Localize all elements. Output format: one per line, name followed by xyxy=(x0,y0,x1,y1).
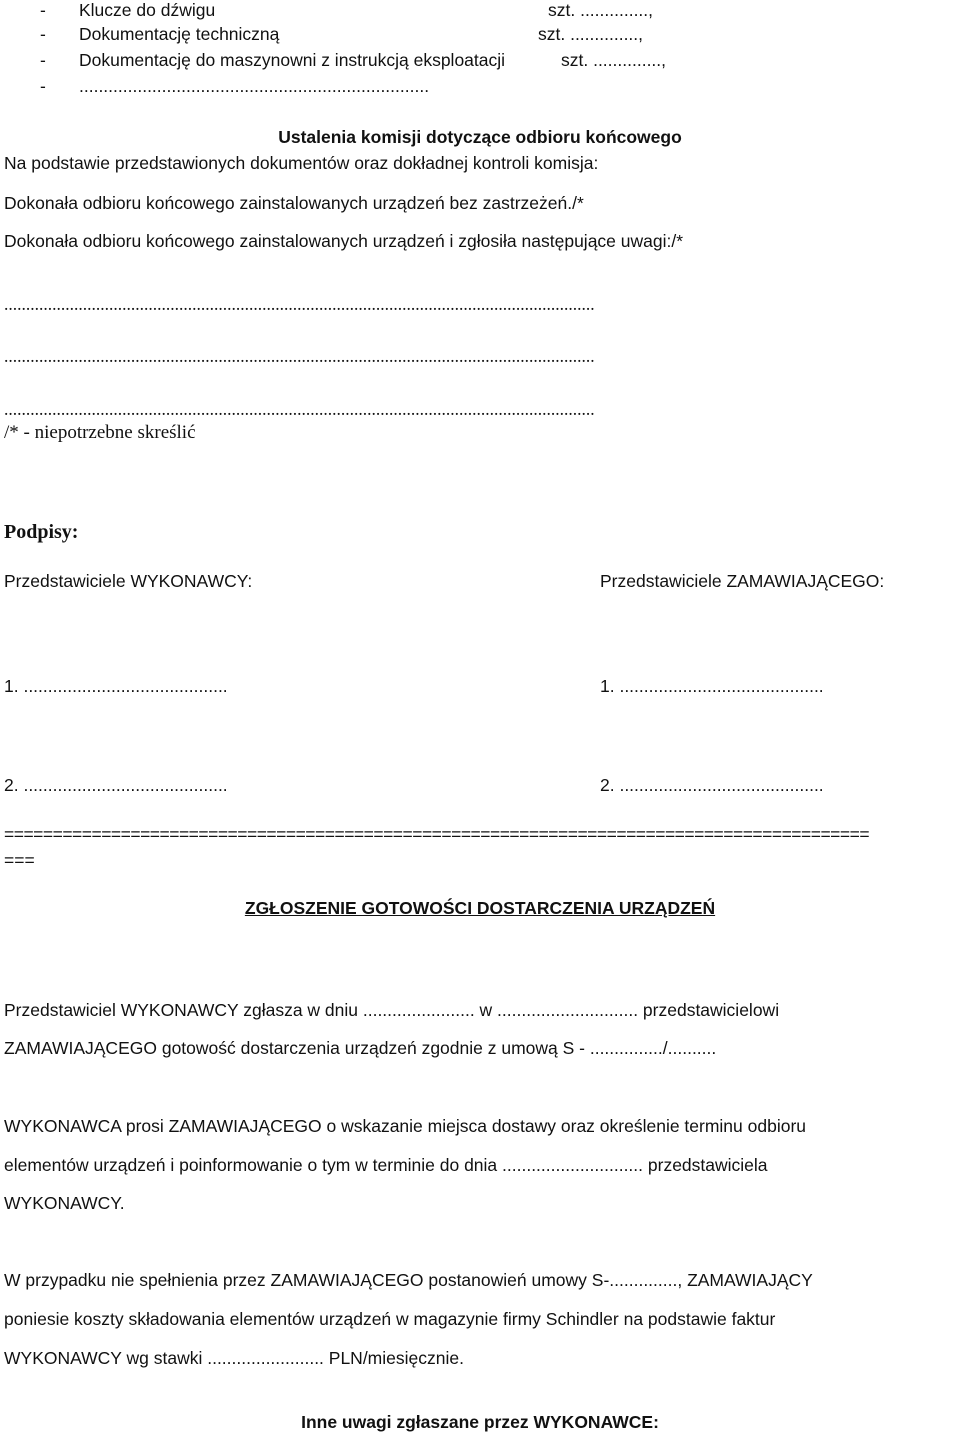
separator-line: ========================================================================================= xyxy=(4,824,870,844)
readiness-paragraph-line: elementów urządzeń i poinformowanie o tym w terminie do dnia ............................. przedstawiciela xyxy=(4,1155,768,1175)
list-item-label: Dokumentację do maszynowni z instrukcją eksploatacji xyxy=(79,50,506,70)
list-item-qty: szt. .............., xyxy=(538,24,644,44)
list-item-label: Klucze do dźwigu xyxy=(79,0,216,20)
readiness-paragraph-line: W przypadku nie spełnienia przez ZAMAWIAJĄCEGO postanowień umowy S-.............., ZAMAWIAJĄCY xyxy=(4,1270,813,1290)
list-dash: - xyxy=(40,24,46,44)
readiness-paragraph-line: ZAMAWIAJĄCEGO gotowość dostarczenia urządzeń zgodnie z umową S - .............../.......... xyxy=(4,1038,717,1058)
commission-heading: Ustalenia komisji dotyczące odbioru końcowego xyxy=(278,127,682,147)
readiness-paragraph-line: WYKONAWCY. xyxy=(4,1193,125,1213)
commission-option-no-remarks: Dokonała odbioru końcowego zainstalowanych urządzeń bez zastrzeżeń./* xyxy=(4,193,584,213)
list-item-label: ........................................................................ xyxy=(79,76,430,96)
client-representatives-label: Przedstawiciele ZAMAWIAJĄCEGO: xyxy=(600,571,885,591)
remark-line: ....................................................................................................................................... xyxy=(4,399,595,419)
client-signature-line: 1. .......................................... xyxy=(600,676,824,696)
contractor-representatives-label: Przedstawiciele WYKONAWCY: xyxy=(4,571,253,591)
list-dash: - xyxy=(40,0,46,20)
other-remarks-heading: Inne uwagi zgłaszane przez WYKONAWCE: xyxy=(301,1412,659,1432)
commission-intro: Na podstawie przedstawionych dokumentów oraz dokładnej kontroli komisja: xyxy=(4,153,599,173)
readiness-heading: ZGŁOSZENIE GOTOWOŚCI DOSTARCZENIA URZĄDZEŃ xyxy=(244,898,716,918)
readiness-paragraph-line: poniesie koszty składowania elementów urządzeń w magazynie firmy Schindler na podstawie faktur xyxy=(4,1309,776,1329)
list-item-qty: szt. .............., xyxy=(561,50,667,70)
contractor-signature-line: 1. .......................................... xyxy=(4,676,228,696)
list-item-label: Dokumentację techniczną xyxy=(79,24,280,44)
footnote: /* - niepotrzebne skreślić xyxy=(4,422,196,443)
list-item-qty: szt. .............., xyxy=(548,0,654,20)
readiness-paragraph-line: WYKONAWCA prosi ZAMAWIAJĄCEGO o wskazanie miejsca dostawy oraz określenie terminu odbioru xyxy=(4,1116,807,1136)
readiness-paragraph-line: Przedstawiciel WYKONAWCY zgłasza w dniu ....................... w ............................. przedstawicielowi xyxy=(4,1000,780,1020)
signatures-heading: Podpisy: xyxy=(4,521,79,543)
commission-option-with-remarks: Dokonała odbioru końcowego zainstalowanych urządzeń i zgłosiła następujące uwagi:/* xyxy=(4,231,684,251)
list-dash: - xyxy=(40,50,46,70)
separator-line: === xyxy=(4,850,35,870)
client-signature-line: 2. .......................................... xyxy=(600,775,824,795)
remark-line: ....................................................................................................................................... xyxy=(4,346,595,366)
readiness-paragraph-line: WYKONAWCY wg stawki ........................ PLN/miesięcznie. xyxy=(4,1348,464,1368)
remark-line: ....................................................................................................................................... xyxy=(4,294,595,314)
contractor-signature-line: 2. .......................................... xyxy=(4,775,228,795)
list-dash: - xyxy=(40,76,46,96)
